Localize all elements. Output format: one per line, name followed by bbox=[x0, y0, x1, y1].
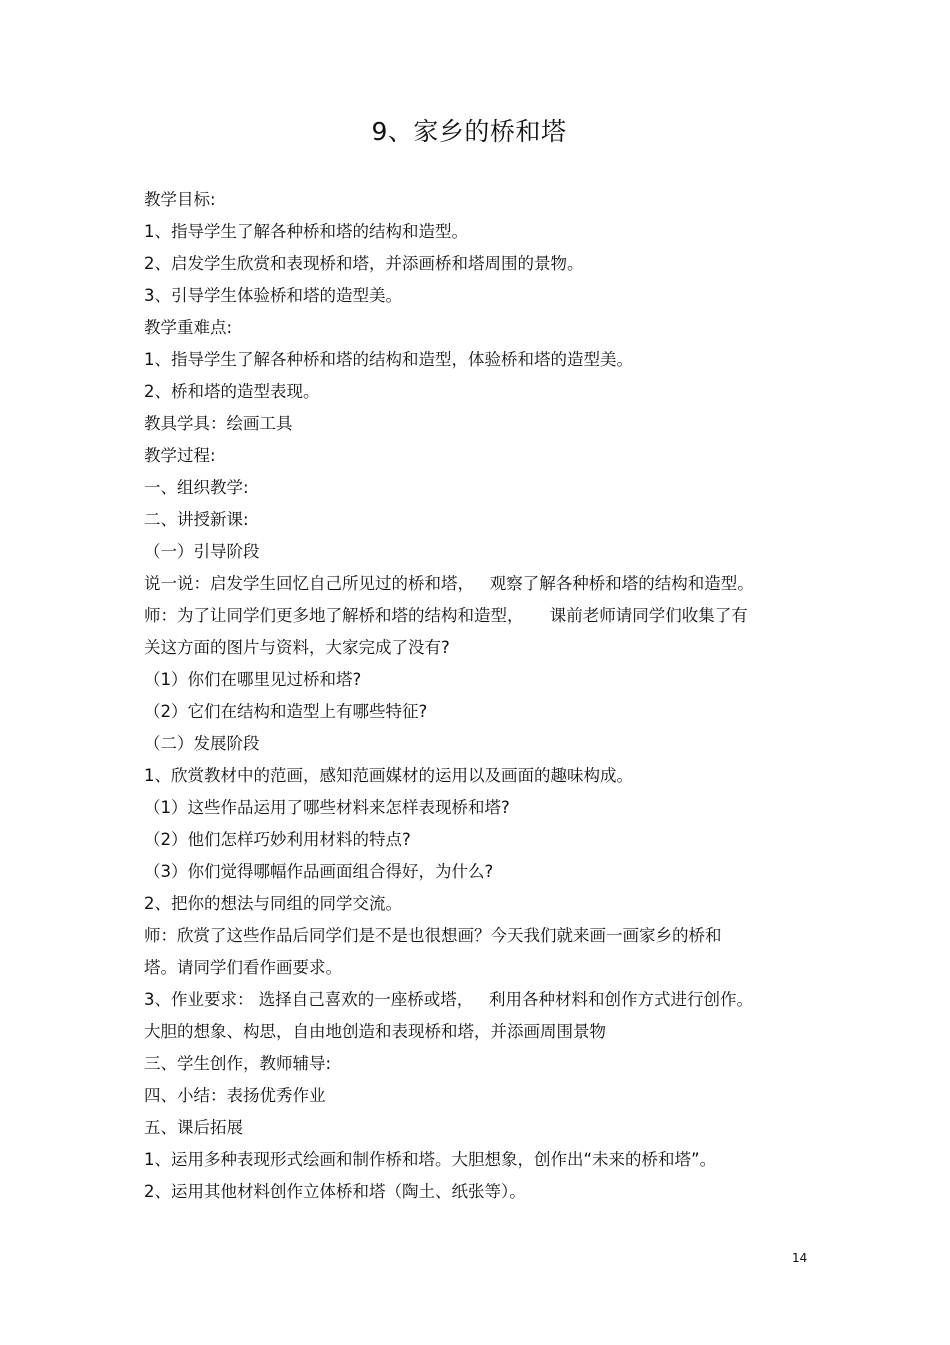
text-line: （一）引导阶段 bbox=[144, 542, 260, 561]
text-line: 二、讲授新课: bbox=[144, 510, 249, 529]
text-line: 师：欣赏了这些作品后同学们是不是也很想画？今天我们就来画一画家乡的桥和 bbox=[144, 926, 722, 945]
document-title: 9、家乡的桥和塔 bbox=[371, 117, 567, 146]
text-line: 3、引导学生体验桥和塔的造型美。 bbox=[144, 286, 402, 305]
text-line: （二）发展阶段 bbox=[144, 734, 260, 753]
text-line: 1、运用多种表现形式绘画和制作桥和塔。大胆想象，创作出“未来的桥和塔”。 bbox=[144, 1150, 717, 1169]
text-line: 2、启发学生欣赏和表现桥和塔，并添画桥和塔周围的景物。 bbox=[144, 254, 584, 273]
text-line: 1、指导学生了解各种桥和塔的结构和造型。 bbox=[144, 222, 468, 241]
text-line: 三、学生创作，教师辅导: bbox=[144, 1054, 332, 1073]
text-line: 教学过程: bbox=[144, 446, 216, 465]
text-line: 说一说：启发学生回忆自己所见过的桥和塔， 观察了解各种桥和塔的结构和造型。 bbox=[144, 574, 754, 593]
text-line: （2）他们怎样巧妙利用材料的特点? bbox=[144, 830, 411, 849]
text-line: 教具学具：绘画工具 bbox=[144, 414, 293, 433]
text-line: 教学目标: bbox=[144, 190, 216, 209]
text-line: 2、把你的想法与同组的同学交流。 bbox=[144, 894, 402, 913]
text-line: （3）你们觉得哪幅作品画面组合得好，为什么? bbox=[144, 862, 494, 881]
text-line: 3、作业要求： 选择自己喜欢的一座桥或塔， 利用各种材料和创作方式进行创作。 bbox=[144, 990, 753, 1009]
text-line: 2、桥和塔的造型表现。 bbox=[144, 382, 320, 401]
text-line: 2、运用其他材料创作立体桥和塔（陶土、纸张等）。 bbox=[144, 1182, 526, 1201]
text-line: 师：为了让同学们更多地了解桥和塔的结构和造型， 课前老师请同学们收集了有 bbox=[144, 606, 748, 625]
text-line: 关这方面的图片与资料，大家完成了没有? bbox=[144, 638, 450, 657]
text-line: 塔。请同学们看作画要求。 bbox=[144, 958, 342, 977]
text-line: 一、组织教学: bbox=[144, 478, 249, 497]
text-line: 教学重难点: bbox=[144, 318, 233, 337]
text-line: 五、课后拓展 bbox=[144, 1118, 243, 1137]
text-line: （1）你们在哪里见过桥和塔? bbox=[144, 670, 362, 689]
text-line: 1、指导学生了解各种桥和塔的结构和造型，体验桥和塔的造型美。 bbox=[144, 350, 633, 369]
text-line: 1、欣赏教材中的范画，感知范画媒材的运用以及画面的趣味构成。 bbox=[144, 766, 633, 785]
text-line: 大胆的想象、构思，自由地创造和表现桥和塔，并添画周围景物 bbox=[144, 1022, 606, 1041]
text-line: 四、小结：表扬优秀作业 bbox=[144, 1086, 326, 1105]
text-line: （1）这些作品运用了哪些材料来怎样表现桥和塔? bbox=[144, 798, 510, 817]
page-number: 14 bbox=[792, 1251, 808, 1265]
document-body bbox=[144, 184, 804, 1208]
text-line: （2）它们在结构和造型上有哪些特征? bbox=[144, 702, 428, 721]
